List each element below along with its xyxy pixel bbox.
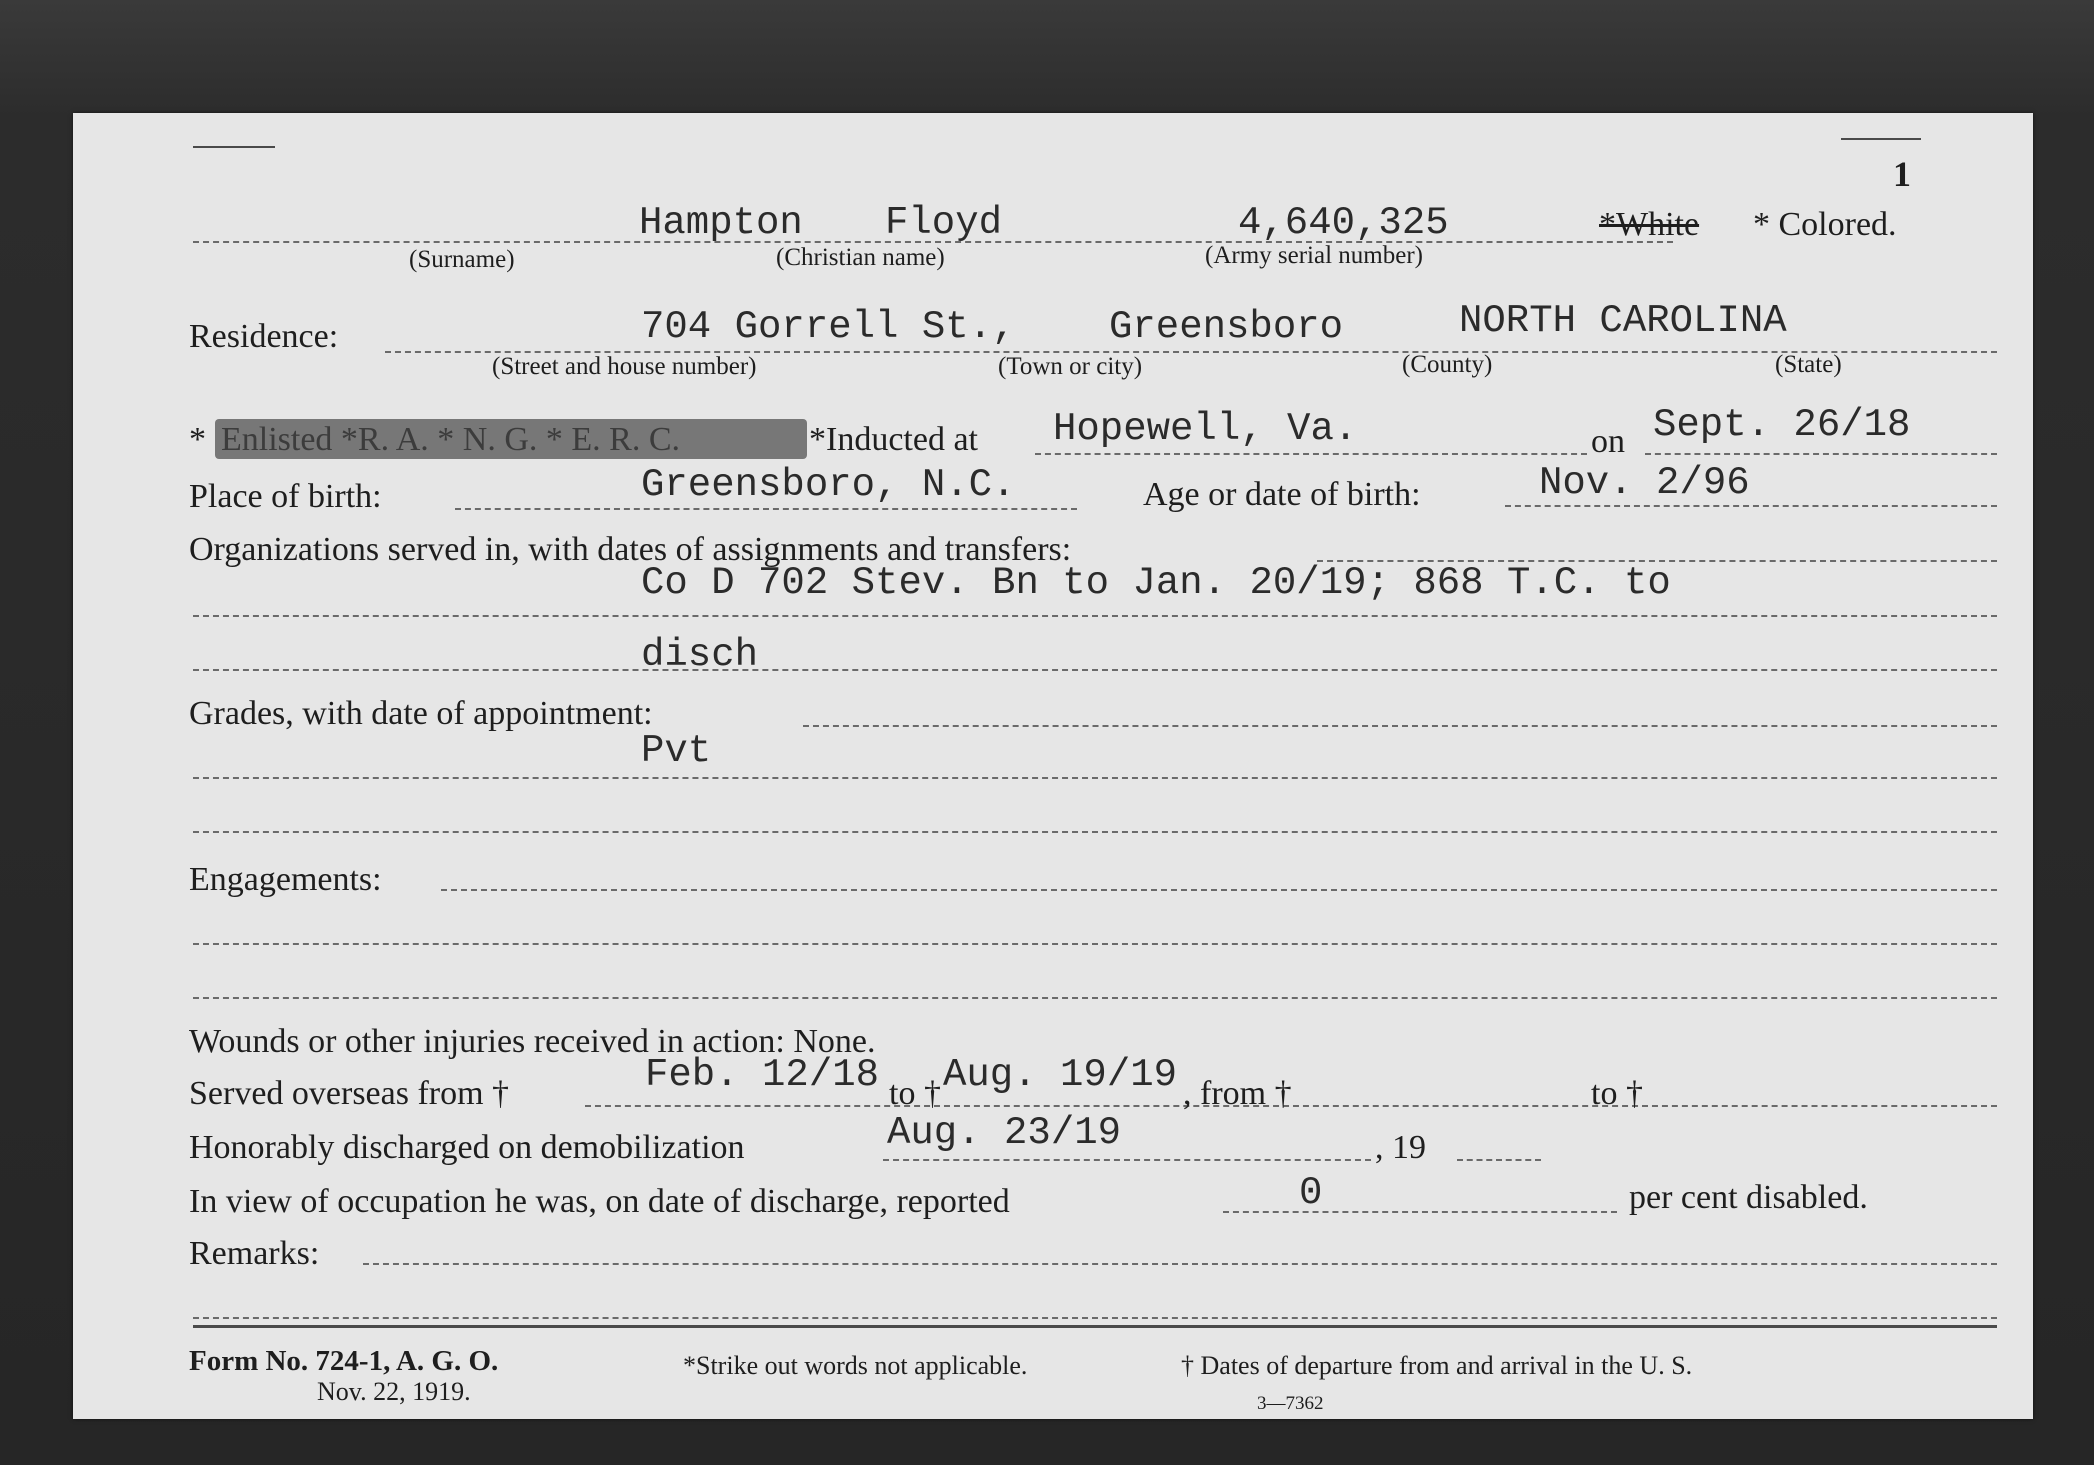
service-record-card (73, 113, 2033, 1419)
race-white-struck: *White (1599, 206, 1700, 243)
caption-street: (Street and house number) (492, 353, 757, 380)
inducted-place-line (1035, 453, 1587, 455)
discharge-year-label: , 19 (1375, 1129, 1426, 1166)
organizations-label: Organizations served in, with dates of assignments and transfers: (189, 531, 1072, 568)
date-of-birth-line (1505, 505, 1997, 507)
surname-value: Hampton (639, 201, 803, 245)
inducted-place-value: Hopewell, Va. (1053, 407, 1358, 451)
footnote-dates: † Dates of departure from and arrival in the U. S. (1181, 1351, 1693, 1380)
engagements-line-0 (441, 889, 1997, 891)
engagements-label: Engagements: (189, 861, 382, 898)
date-of-birth-value: Nov. 2/96 (1539, 461, 1750, 505)
place-of-birth-value: Greensboro, N.C. (641, 463, 1016, 507)
discharge-year-line (1457, 1159, 1541, 1161)
enlisted-options-struck: Enlisted *R. A. * N. G. * E. R. C. (221, 421, 681, 458)
grades-label: Grades, with date of appointment: (189, 695, 653, 732)
served-overseas-label: Served overseas from † (189, 1075, 510, 1112)
residence-street-value: 704 Gorrell St., (641, 305, 1016, 349)
disability-suffix: per cent disabled. (1629, 1179, 1868, 1216)
grades-line-1 (193, 777, 1997, 779)
organizations-line-1 (193, 615, 1997, 617)
serial-number-value: 4,640,325 (1238, 201, 1449, 245)
inducted-at-label: *Inducted at (809, 421, 978, 458)
discharge-date-line (883, 1159, 1371, 1161)
disability-value: 0 (1299, 1171, 1323, 1215)
overseas-to-date: Aug. 19/19 (943, 1053, 1178, 1097)
caption-christian-name: (Christian name) (776, 244, 945, 271)
residence-label: Residence: (189, 318, 339, 355)
caption-serial-number: (Army serial number) (1205, 242, 1423, 269)
caption-state: (State) (1775, 351, 1842, 378)
overseas-to-label-2: to † (1591, 1075, 1643, 1112)
remarks-label: Remarks: (189, 1235, 320, 1272)
place-of-birth-line (455, 508, 1077, 510)
footer-rule (193, 1325, 1997, 1328)
footnote-strike: *Strike out words not applicable. (683, 1351, 1028, 1380)
grades-line-2 (193, 831, 1997, 833)
top-right-rule (1841, 138, 1921, 140)
remarks-line-1 (193, 1317, 1997, 1319)
caption-town: (Town or city) (998, 353, 1143, 380)
inducted-on-label: on (1591, 423, 1625, 460)
inducted-date-value: Sept. 26/18 (1653, 403, 1911, 447)
top-left-rule (193, 146, 275, 148)
organizations-line-2 (193, 669, 1997, 671)
wounds-label: Wounds or other injuries received in action: None. (189, 1023, 876, 1060)
organizations-value-line2: disch (641, 633, 759, 677)
residence-state-value: NORTH CAROLINA (1459, 299, 1787, 343)
grades-line-0 (803, 725, 1997, 727)
form-number: Form No. 724-1, A. G. O. (189, 1345, 499, 1377)
caption-surname: (Surname) (409, 246, 515, 273)
page-number: 1 (1893, 154, 1911, 194)
remarks-line-0 (363, 1263, 1997, 1265)
date-of-birth-label: Age or date of birth: (1143, 476, 1421, 513)
caption-county: (County) (1402, 351, 1493, 378)
christian-name-value: Floyd (885, 201, 1003, 245)
print-code: 3—7362 (1257, 1393, 1324, 1414)
organizations-value-line1: Co D 702 Stev. Bn to Jan. 20/19; 868 T.C. to (641, 561, 1671, 605)
overseas-to-label: to † (889, 1075, 941, 1112)
engagements-line-1 (193, 943, 1997, 945)
discharge-label: Honorably discharged on demobilization (189, 1129, 745, 1166)
place-of-birth-label: Place of birth: (189, 478, 382, 515)
discharge-date-value: Aug. 23/19 (887, 1111, 1122, 1155)
disability-label: In view of occupation he was, on date of discharge, reported (189, 1183, 1010, 1220)
race-colored: * Colored. (1753, 206, 1897, 243)
form-date: Nov. 22, 1919. (317, 1377, 471, 1406)
overseas-from-label-2: , from † (1183, 1075, 1292, 1112)
grades-value: Pvt (641, 729, 712, 773)
enlisted-asterisk: * (189, 421, 206, 458)
residence-town-value: Greensboro (1109, 305, 1344, 349)
engagements-line-2 (193, 997, 1997, 999)
disability-line (1223, 1211, 1617, 1213)
inducted-date-line (1645, 453, 1997, 455)
overseas-from-date: Feb. 12/18 (645, 1053, 880, 1097)
